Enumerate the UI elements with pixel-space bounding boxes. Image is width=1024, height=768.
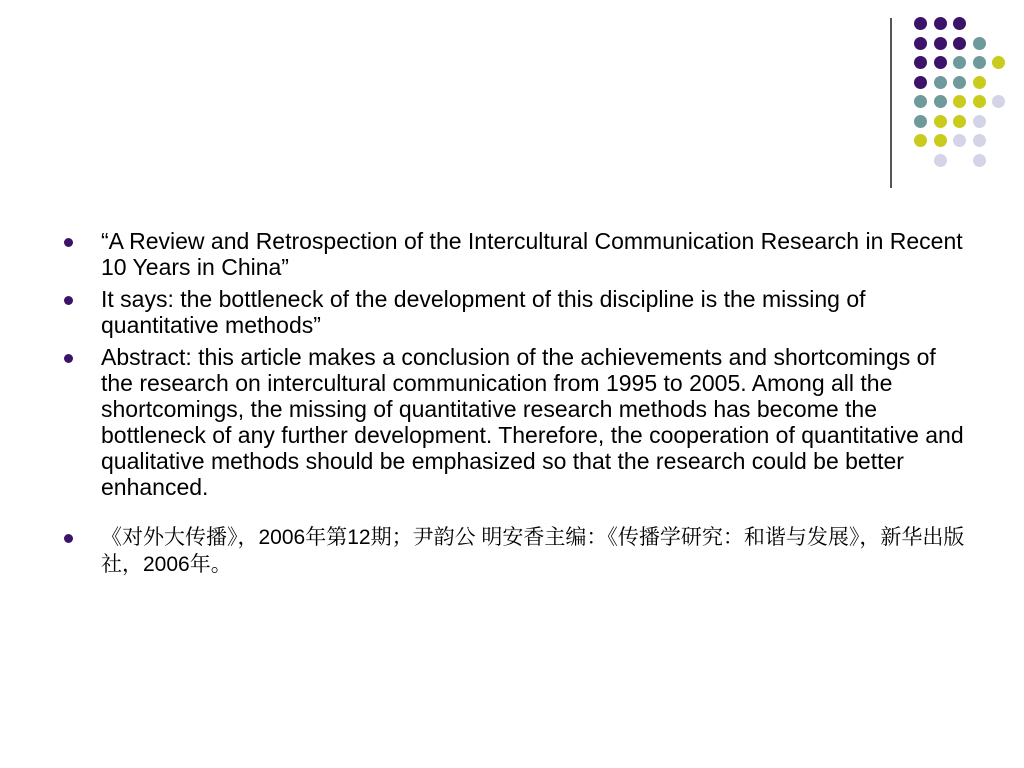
- decorative-dot: [973, 56, 986, 69]
- decorative-dot: [953, 95, 966, 108]
- decorative-dot: [914, 56, 927, 69]
- decorative-dot: [973, 95, 986, 108]
- bullet-item-abstract: [60, 344, 970, 500]
- bullet-text: 《对外大传播》，2006年第12期；尹韵公 明安香主编：《传播学研究：和谐与发展》，新华出版社，2006年。: [101, 526, 965, 576]
- decorative-dot: [934, 37, 947, 50]
- decorative-dot: [953, 76, 966, 89]
- decorative-dot: [992, 95, 1005, 108]
- decorative-dot: [914, 17, 927, 30]
- bullet-text: “A Review and Retrospection of the Intercultural Communication Research in Recent 10 Years in China”: [101, 228, 963, 280]
- decorative-dot: [934, 17, 947, 30]
- decorative-dot: [953, 56, 966, 69]
- bullet-marker-icon: [64, 296, 73, 305]
- decorative-dot: [914, 95, 927, 108]
- decorative-dot: [934, 76, 947, 89]
- decorative-dot: [914, 134, 927, 147]
- decorative-dot: [934, 134, 947, 147]
- bullet-item-article-title: [60, 228, 970, 280]
- decorative-dot: [953, 115, 966, 128]
- decorative-dot: [934, 115, 947, 128]
- bullet-item-it-says: [60, 286, 970, 338]
- decorative-dot: [914, 37, 927, 50]
- decorative-dot: [914, 76, 927, 89]
- bullet-text: It says: the bottleneck of the development of this discipline is the missing of quantitative methods”: [101, 286, 866, 338]
- bullet-list: [60, 228, 970, 584]
- decorative-dot: [934, 56, 947, 69]
- bullet-marker-icon: [64, 534, 73, 543]
- bullet-text: Abstract: this article makes a conclusion of the achievements and shortcomings of the research on intercultural communication from 1995 to 2005. Among all the shortcomings, the missing of quantitative research methods has become the bottleneck of any further development. Therefore, the cooperation of quantitative and qualitative methods should be emphasized so that the research could be better enhanced.: [101, 344, 964, 500]
- divider-line: [890, 18, 892, 188]
- decorative-dot: [973, 115, 986, 128]
- bullet-marker-icon: [64, 354, 73, 363]
- bullet-item-chinese-reference: [60, 524, 970, 578]
- decorative-dot: [973, 76, 986, 89]
- decorative-dot: [992, 56, 1005, 69]
- decorative-dot: [973, 134, 986, 147]
- decorative-dot: [953, 17, 966, 30]
- decorative-dot: [953, 134, 966, 147]
- decorative-dot: [973, 37, 986, 50]
- decorative-dot: [914, 115, 927, 128]
- decorative-dot: [953, 37, 966, 50]
- decorative-dot: [934, 154, 947, 167]
- bullet-marker-icon: [64, 238, 73, 247]
- decorative-dot: [934, 95, 947, 108]
- decorative-dot: [973, 154, 986, 167]
